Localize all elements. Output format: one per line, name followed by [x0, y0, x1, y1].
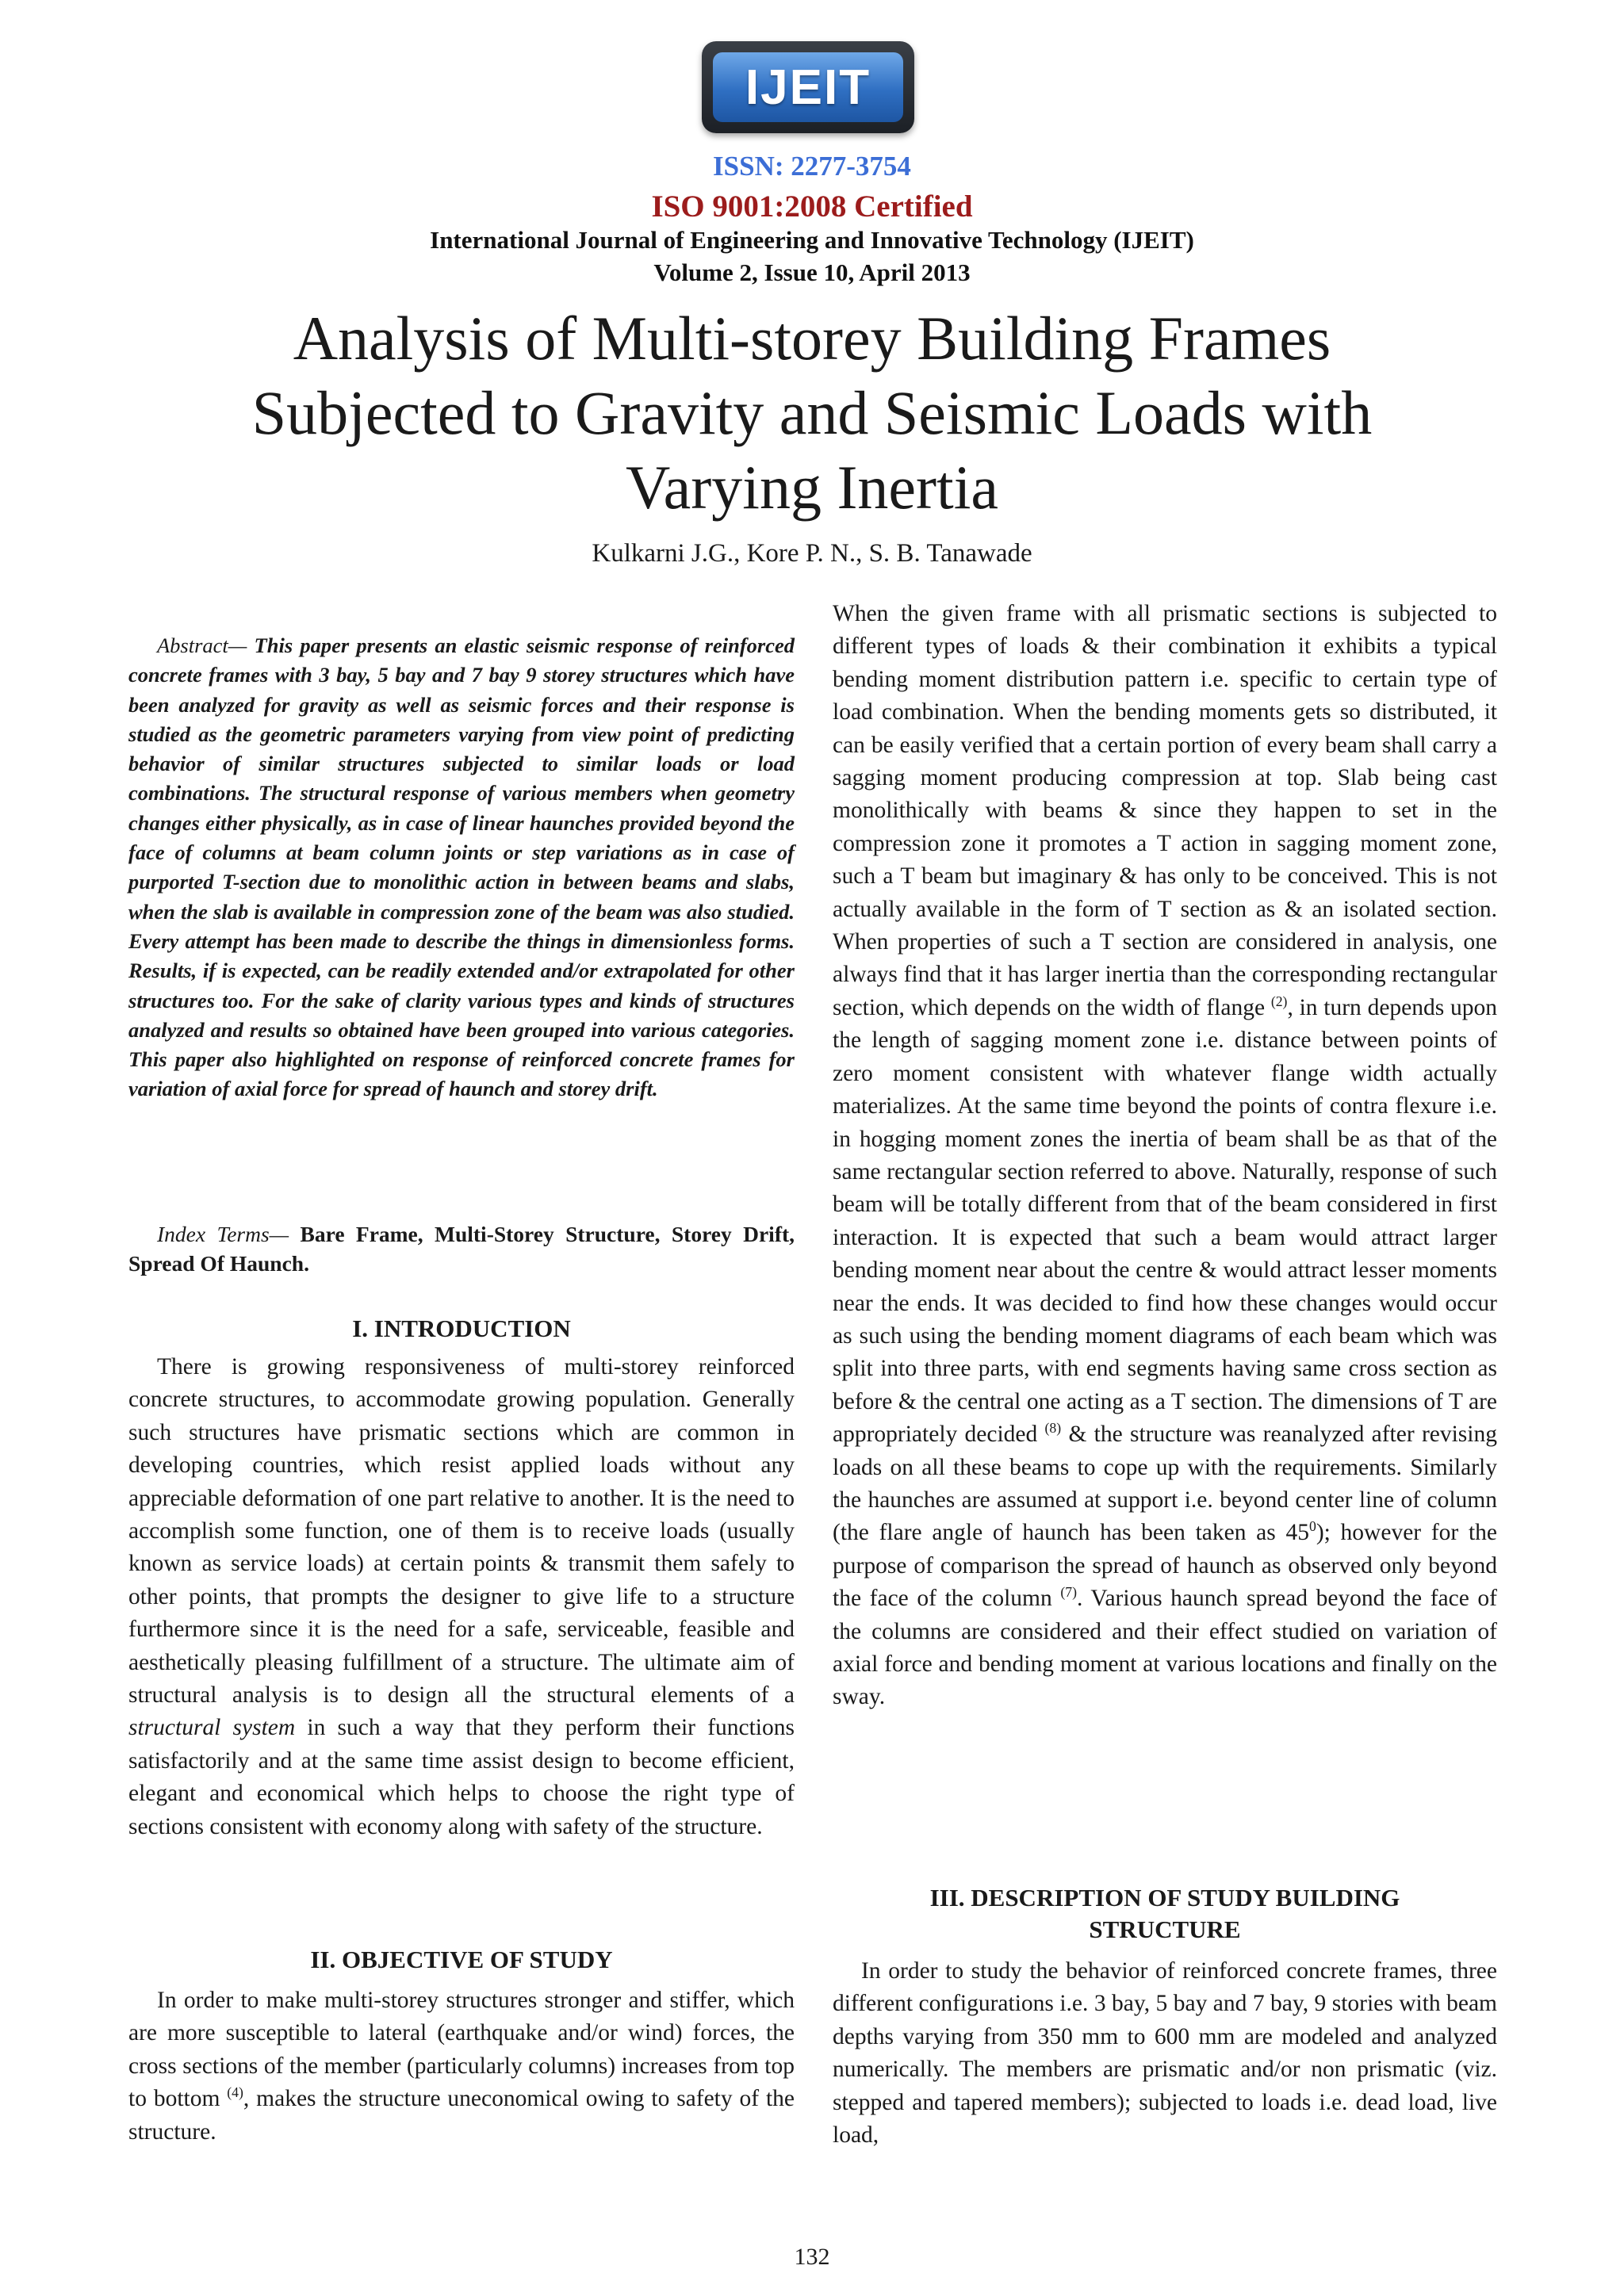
issn: ISSN: 2277-3754	[713, 151, 911, 182]
reference-mark: (2)	[1270, 993, 1288, 1010]
heading-line: STRUCTURE	[1089, 1915, 1241, 1943]
objective-text: In order to make multi-storey structures stronger and stiffer, which are more susceptible to lateral (earthquake and/or wind) forces, the cross sections of the member (particularly columns) increases from top to bottom	[128, 1988, 795, 2112]
heading-line: III. DESCRIPTION OF STUDY BUILDING	[929, 1884, 1400, 1911]
objective-text-end: , makes the structure uneconomical owing to safety of the structure.	[128, 2086, 795, 2145]
page-number: 132	[794, 2244, 830, 2270]
introduction-body	[128, 1351, 795, 1843]
index-terms-text: Bare Frame, Multi-Storey Structure, Storey Drift, Spread Of Haunch.	[128, 1222, 795, 1276]
title-line: Analysis of Multi-storey Building Frames	[293, 304, 1331, 373]
objective-body	[128, 1984, 795, 2149]
degree-mark: 0	[1308, 1518, 1316, 1535]
index-terms-lead: Index Terms—	[157, 1222, 301, 1246]
journal-logo	[702, 41, 914, 133]
section-heading-description	[833, 1882, 1497, 1946]
reference-mark: (4)	[227, 2084, 243, 2101]
title-line: Varying Inertia	[626, 453, 998, 522]
iso-certification: ISO 9001:2008 Certified	[651, 189, 973, 224]
authors: Kulkarni J.G., Kore P. N., S. B. Tanawade	[592, 539, 1032, 568]
index-terms	[128, 1219, 795, 1278]
intro-emphasis: structural system	[128, 1715, 296, 1741]
body-text: . Various haunch spread beyond the face of the columns are considered and their effect studied on variation of axial force and bending moment at various locations and finally on the sway.	[833, 1586, 1497, 1710]
section-heading-objective: II. OBJECTIVE OF STUDY	[310, 1946, 613, 1973]
description-body	[833, 1955, 1497, 2152]
logo-text: IJEIT	[713, 52, 903, 122]
description-text: In order to study the behavior of reinforced concrete frames, three different configurations i.e. 3 bay, 5 bay and 7 bay, 9 stories with beam depths varying from 350 mm to 600 mm are modeled and analyzed numerically. The members are prismatic and/or non prismatic (viz. stepped and tapered members); subjected to loads i.e. dead load, live load,	[833, 1958, 1497, 2149]
section-heading-introduction: I. INTRODUCTION	[352, 1314, 571, 1342]
volume-issue: Volume 2, Issue 10, April 2013	[653, 258, 971, 286]
body-text: , in turn depends upon the length of sagging moment zone i.e. distance between points of zero moment consistent with whatever flange width actually materializes. At the same time beyond the points of contra flexure i.e. in hogging moment zones the inertia of beam shall be as that of the same rectangular section referred to above. Naturally, response of such beam will be totally different from that of the beam considered in first interaction. It is expected that such a beam would attract larger bending moment near about the centre & would attract lesser moments near the ends. It was decided to find how these changes would occur as such using the bending moment diagrams of each beam which was split into three parts, with end segments having same cross section as before & the central one acting as a T section. The dimensions of T are appropriately decided	[833, 994, 1497, 1448]
body-text: & the structure was reanalyzed after revising loads on all these beams to cope up with the requirements. Similarly the haunches are assumed at support i.e. beyond center line of column (the flare angle of haunch has been taken as 45	[833, 1422, 1497, 1546]
title-line: Subjected to Gravity and Seismic Loads with	[251, 378, 1373, 447]
right-column-body	[833, 598, 1497, 1714]
abstract	[128, 631, 795, 1104]
body-text: When the given frame with all prismatic sections is subjected to different types of loads & their combination it exhibits a typical bending moment distribution pattern i.e. specific to certain type of load combination. When the bending moments gets so distributed, it can be easily verified that a certain portion of every beam shall carry a sagging moment producing compression at top. Slab being cast monolithically with beams & since they happen to set in the compression zone it promotes a T action in sagging moment zone, such a T beam but imaginary & has only to be conceived. This is not actually available in the form of T section as & an isolated section. When properties of such a T section are considered in analysis, one always find that it has larger inertia than the corresponding rectangular section, which depends on the width of flange	[833, 601, 1497, 1020]
reference-mark: (7)	[1060, 1584, 1077, 1601]
abstract-text: This paper presents an elastic seismic response of reinforced concrete frames with 3 bay, 5 bay and 7 bay 9 storey structures which have been analyzed for gravity as well as seismic forces and their response is studied as the geometric parameters varying from view point of predicting behavior of similar structures subjected to similar loads or load combinations. The structural response of various members when geometry changes either physically, as in case of linear haunches provided beyond the face of columns at beam column joints or step variations as in case of purported T-section due to monolithic action in between beams and slabs, when the slab is available in compression zone of the beam was also studied. Every attempt has been made to describe the things in dimensionless forms. Results, if is expected, can be readily extended and/or extrapolated for other structures too. For the sake of clarity various types and kinds of structures analyzed and results so obtained have been grouped into various categories. This paper also highlighted on response of reinforced concrete frames for variation of axial force for spread of haunch and storey drift.	[128, 633, 795, 1101]
journal-name: International Journal of Engineering and Innovative Technology (IJEIT)	[430, 226, 1194, 254]
intro-text-end: in such a way that they perform their functions satisfactorily and at the same time assist design to become efficient, elegant and economical which helps to choose the right type of sections consistent with economy along with safety of the structure.	[128, 1715, 795, 1839]
paper-title	[119, 301, 1505, 525]
abstract-lead: Abstract—	[157, 633, 255, 657]
body-text: ); however for the purpose of comparison the spread of haunch as observed only beyond the face of the column	[833, 1520, 1497, 1612]
intro-text: There is growing responsiveness of multi-storey reinforced concrete structures, to accommodate growing population. Generally such structures have prismatic sections which are common in developing countries, which resist applied loads without any appreciable deformation of one part relative to another. It is the need to accomplish some function, one of them is to receive loads (usually known as service loads) at certain points & transmit them safely to other points, that prompts the designer to give life to a structure furthermore since it is the need for a safe, serviceable, feasible and aesthetically pleasing fulfillment of a structure. The ultimate aim of structural analysis is to design all the structural elements of a	[128, 1354, 795, 1709]
reference-mark: (8)	[1044, 1420, 1062, 1437]
